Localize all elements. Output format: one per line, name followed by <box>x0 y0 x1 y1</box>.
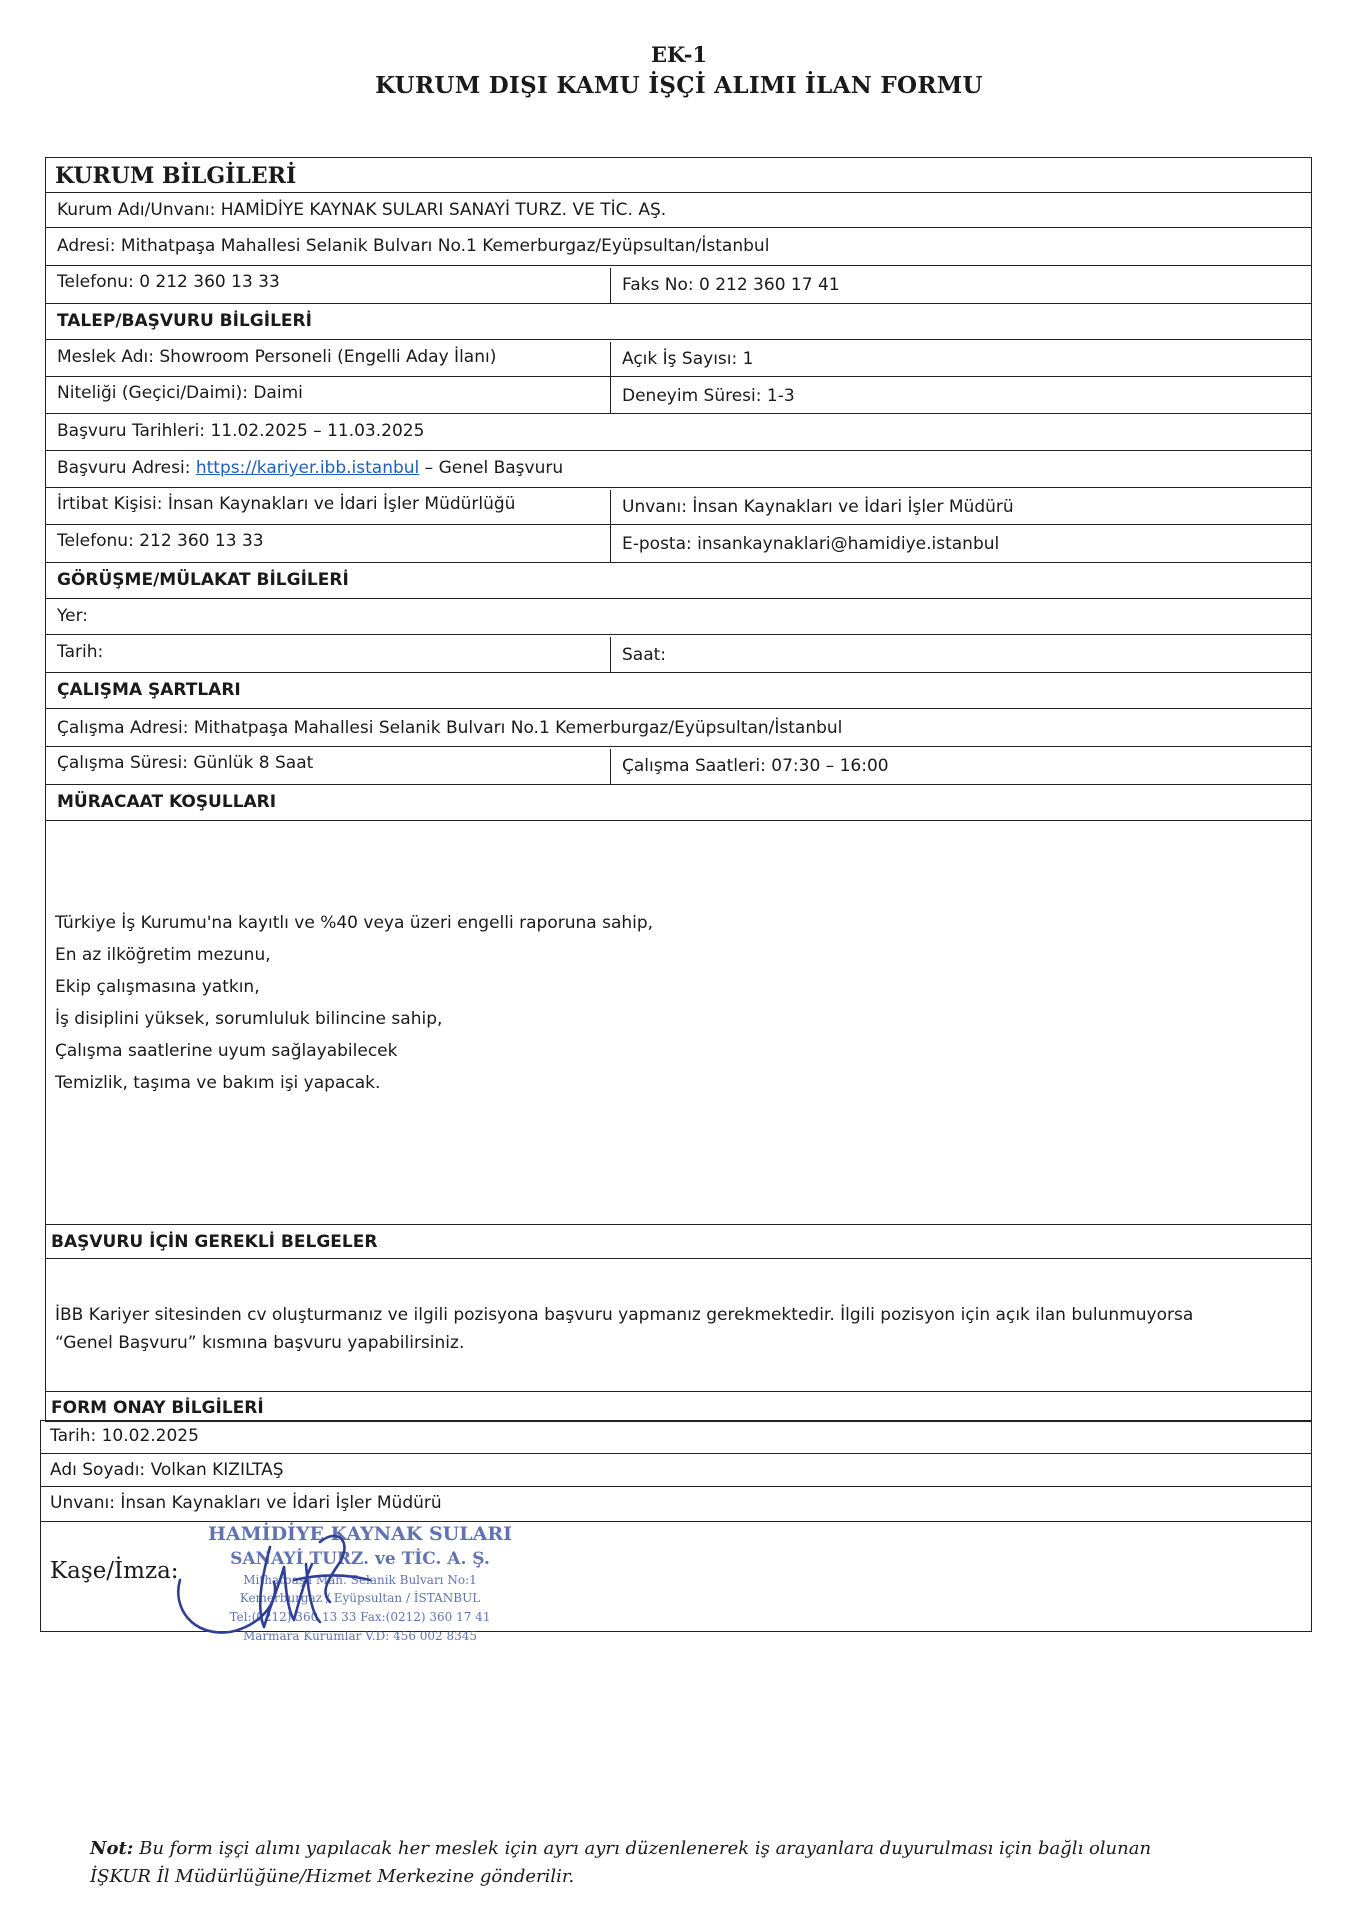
muracaat-item: En az ilköğretim mezunu, <box>55 945 271 965</box>
stamp-line: Kemerburgaz / Eyüpsultan / İSTANBUL <box>239 1591 481 1605</box>
belgeler-heading-row <box>45 1225 1312 1259</box>
basvuru-adresi: Başvuru Adresi: https://kariyer.ibb.istanbul – Genel Başvuru <box>57 458 564 478</box>
belgeler-text: İBB Kariyer sitesinden cv oluşturmanız ve ilgili pozisyona başvuru yapmanız gerekmektedir. İlgili pozisyon için açık ilan bulunmuyorsa “Genel Başvuru” kısmına başvuru yapabilirsiniz. <box>55 1305 1194 1353</box>
irtibat-telefon: Telefonu: 212 360 13 33 <box>57 531 264 551</box>
stamp-line: Mithatpaşa Mah. Selanik Bulvarı No:1 <box>243 1573 477 1587</box>
muracaat-item: Temizlik, taşıma ve bakım işi yapacak. <box>55 1073 381 1093</box>
basvuru-tarihleri: Başvuru Tarihleri: 11.02.2025 – 11.03.2025 <box>57 421 425 441</box>
irtibat-kisisi: İrtibat Kişisi: İnsan Kaynakları ve İdari İşler Müdürlüğü <box>57 494 516 514</box>
kurum-telefon-row <box>45 266 1312 304</box>
muracaat-item: Çalışma saatlerine uyum sağlayabilecek <box>55 1041 398 1061</box>
muracaat-list <box>55 907 653 1099</box>
onay-heading-row <box>45 1392 1312 1422</box>
form-title: KURUM DIŞI KAMU İŞÇİ ALIMI İLAN FORMU <box>375 72 983 99</box>
meslek-adi: Meslek Adı: Showroom Personeli (Engelli Aday İlanı) <box>57 347 497 367</box>
gorusme-heading-row <box>45 563 1312 599</box>
belgeler-heading: BAŞVURU İÇİN GEREKLİ BELGELER <box>51 1232 378 1252</box>
kurum-adres: Adresi: Mithatpaşa Mahallesi Selanik Bulvarı No.1 Kemerburgaz/Eyüpsultan/İstanbul <box>57 236 770 256</box>
talep-nitelik-row <box>45 377 1312 414</box>
muracaat-item: İş disiplini yüksek, sorumluluk bilincine sahip, <box>55 1009 443 1029</box>
kase-imza-label: Kaşe/İmza: <box>50 1558 179 1584</box>
gorusme-saat: Saat: <box>622 645 667 665</box>
muracaat-heading-row <box>45 785 1312 821</box>
gorusme-heading: GÖRÜŞME/MÜLAKAT BİLGİLERİ <box>57 570 349 590</box>
calisma-saatleri: Çalışma Saatleri: 07:30 – 16:00 <box>622 756 889 776</box>
onay-heading: FORM ONAY BİLGİLERİ <box>51 1398 264 1418</box>
irtibat-iletisim-row <box>45 525 1312 563</box>
onay-tarih: Tarih: 10.02.2025 <box>50 1426 199 1446</box>
basvuru-adresi-row <box>45 451 1312 488</box>
divider <box>610 490 611 563</box>
basvuru-link[interactable]: https://kariyer.ibb.istanbul <box>195 458 420 478</box>
belgeler-body <box>45 1259 1312 1392</box>
muracaat-item: Türkiye İş Kurumu'na kayıtlı ve %40 veya üzeri engelli raporuna sahip, <box>55 913 654 933</box>
stamp-line: HAMİDİYE KAYNAK SULARI <box>207 1523 513 1545</box>
calisma-heading: ÇALIŞMA ŞARTLARI <box>57 680 241 700</box>
kurum-telefon: Telefonu: 0 212 360 13 33 <box>57 272 280 292</box>
divider <box>610 268 611 304</box>
onay-adi-row <box>40 1454 1312 1487</box>
kurum-heading: KURUM BİLGİLERİ <box>55 163 297 189</box>
irtibat-unvani: Unvanı: İnsan Kaynakları ve İdari İşler Müdürü <box>622 497 1014 517</box>
basvuru-tarihleri-row <box>45 414 1312 451</box>
kurum-heading-row <box>45 157 1312 193</box>
onay-unvani: Unvanı: İnsan Kaynakları ve İdari İşler Müdürü <box>50 1493 442 1513</box>
kurum-adres-row <box>45 228 1312 266</box>
divider <box>610 637 611 673</box>
calisma-adres-row <box>45 709 1312 747</box>
gorusme-tarih-row <box>45 635 1312 673</box>
stamp-line: Tel:(0212) 360 13 33 Fax:(0212) 360 17 41 <box>229 1610 491 1624</box>
gorusme-yer-row <box>45 599 1312 635</box>
note-label: Not: <box>90 1838 134 1859</box>
stamp-line: SANAYİ TURZ. ve TİC. A. Ş. <box>230 1549 490 1569</box>
talep-meslek-row <box>45 340 1312 377</box>
form-code: EK-1 <box>650 42 708 67</box>
company-stamp <box>170 1522 530 1652</box>
muracaat-heading: MÜRACAAT KOŞULLARI <box>57 792 277 812</box>
divider <box>610 342 611 414</box>
calisma-adresi: Çalışma Adresi: Mithatpaşa Mahallesi Selanik Bulvarı No.1 Kemerburgaz/Eyüpsultan/İstanbul <box>57 718 843 738</box>
irtibat-row <box>45 488 1312 525</box>
muracaat-body <box>45 821 1312 1225</box>
talep-heading-row <box>45 304 1312 340</box>
kurum-adi-row <box>45 193 1312 228</box>
deneyim-suresi: Deneyim Süresi: 1-3 <box>622 386 795 406</box>
niteligi: Niteliği (Geçici/Daimi): Daimi <box>57 383 303 403</box>
kurum-faks: Faks No: 0 212 360 17 41 <box>622 275 840 295</box>
calisma-heading-row <box>45 673 1312 709</box>
onay-unvani-row <box>40 1487 1312 1522</box>
stamp-line: Marmara Kurumlar V.D: 456 002 8345 <box>242 1629 478 1643</box>
muracaat-item: Ekip çalışmasına yatkın, <box>55 977 260 997</box>
footer-note: Not: Bu form işçi alımı yapılacak her meslek için ayrı ayrı düzenlenerek iş arayanlara duyurulması için bağlı olunan İŞKUR İl Müdürlüğüne/Hizmet Merkezine gönderilir. <box>90 1838 1152 1887</box>
irtibat-eposta: E-posta: insankaynaklari@hamidiye.istanbul <box>622 534 1000 554</box>
talep-heading: TALEP/BAŞVURU BİLGİLERİ <box>57 311 312 331</box>
calisma-suresi: Çalışma Süresi: Günlük 8 Saat <box>57 753 314 773</box>
calisma-sure-row <box>45 747 1312 785</box>
divider <box>610 749 611 785</box>
gorusme-tarih: Tarih: <box>57 642 104 662</box>
onay-adi-soyadi: Adı Soyadı: Volkan KIZILTAŞ <box>50 1460 284 1480</box>
onay-tarih-row <box>40 1420 1312 1454</box>
gorusme-yer: Yer: <box>57 606 89 626</box>
acik-is-sayisi: Açık İş Sayısı: 1 <box>622 349 754 369</box>
kurum-adi: Kurum Adı/Unvanı: HAMİDİYE KAYNAK SULARI SANAYİ TURZ. VE TİC. AŞ. <box>57 200 667 220</box>
